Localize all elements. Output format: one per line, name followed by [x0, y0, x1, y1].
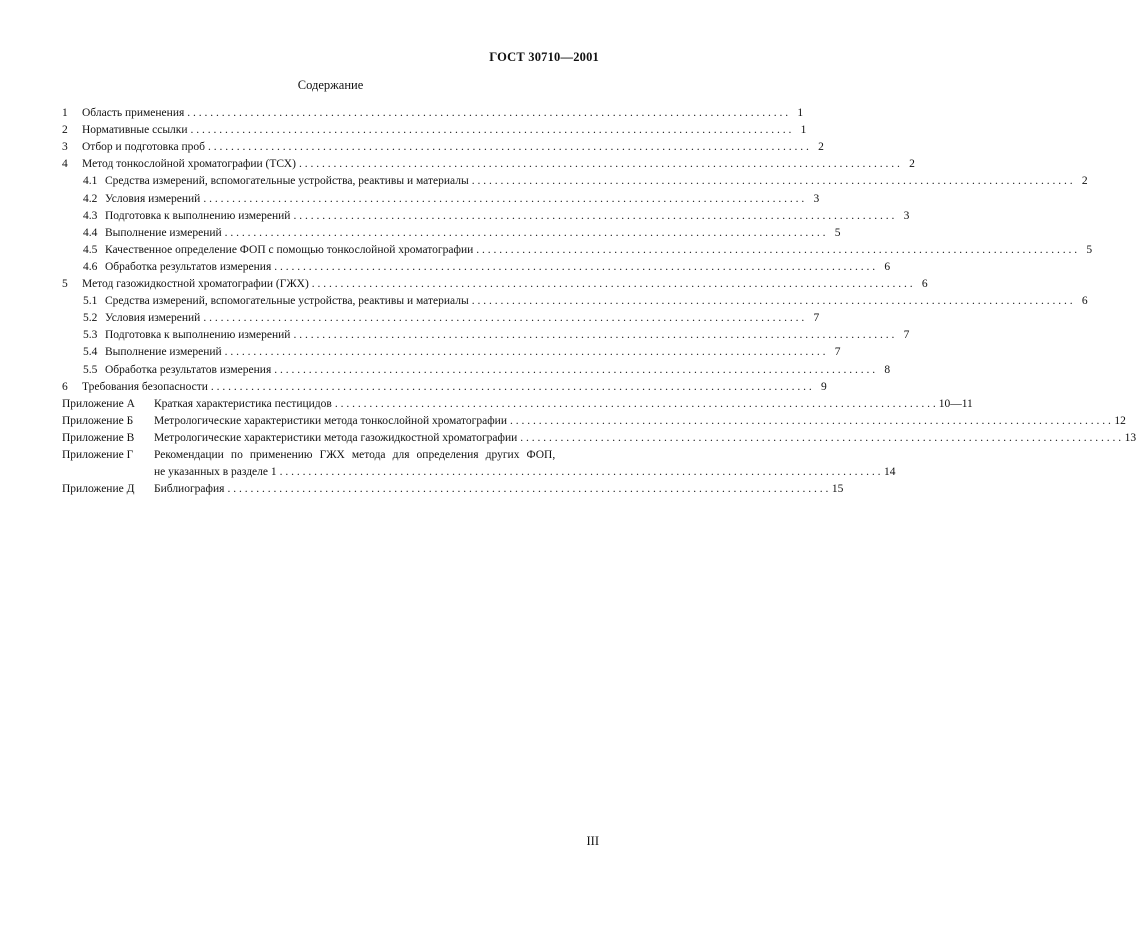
toc-entry-number: 4.5: [83, 243, 98, 256]
toc-entry[interactable]: [62, 290, 1088, 308]
toc-entry-page: 5: [834, 226, 841, 239]
leader-dots: [280, 466, 881, 478]
leader-dots: [225, 346, 826, 358]
leader-dots: [299, 158, 900, 170]
appendix-label: Приложение Г: [62, 448, 134, 461]
toc-entry-appendix[interactable]: [62, 410, 1126, 427]
toc-entry-page: 6: [884, 260, 891, 273]
toc-entry[interactable]: [62, 341, 841, 359]
leader-dots: [208, 141, 809, 153]
toc-entry[interactable]: [62, 324, 910, 342]
toc-entry-page: 1: [797, 107, 804, 120]
toc-entry-number: 4.1: [83, 175, 98, 188]
toc-entry-page: 10—11: [938, 397, 973, 410]
toc-entry-title-cont: не указанных в разделе 1: [154, 466, 277, 479]
leader-dots: [225, 227, 826, 239]
toc-entry-number: 5.5: [83, 363, 98, 376]
toc-entry-page: 9: [821, 380, 827, 393]
toc-entry-page: 6: [1081, 295, 1088, 308]
leader-dots: [203, 312, 804, 324]
appendix-label: Приложение Д: [62, 483, 135, 496]
toc-entry-title: Подготовка к выполнению измерений: [105, 329, 291, 342]
toc-entry-page: 2: [818, 141, 824, 154]
toc-entry-title: Выполнение измерений: [105, 226, 222, 239]
toc-entry-page: 1: [800, 124, 807, 137]
toc-entry-appendix[interactable]: [62, 427, 1136, 444]
toc-entry-appendix[interactable]: [62, 393, 973, 410]
toc-entry-title: Область применения: [82, 107, 185, 120]
toc-entry[interactable]: [62, 205, 910, 222]
appendix-label: Приложение А: [62, 397, 135, 410]
toc-entry-number: 4.2: [83, 192, 98, 205]
leader-dots: [472, 175, 1073, 187]
toc-entry-number: 1: [62, 107, 68, 120]
toc-entry-title: Подготовка к выполнению измерений: [105, 209, 291, 222]
leader-dots: [274, 364, 875, 376]
leader-dots: [312, 278, 913, 290]
toc-entry-title: Метод тонкослойной хроматографии (ТСХ): [82, 158, 296, 171]
toc-entry[interactable]: [62, 376, 827, 393]
toc-entry-title: Рекомендации по применению ГЖХ метода для определения других ФОП,: [154, 448, 556, 461]
toc-entry-page: 15: [831, 483, 844, 496]
leader-dots: [227, 483, 828, 495]
toc-entry-page: 8: [884, 363, 891, 376]
toc-entry-page: 2: [909, 158, 915, 171]
toc-entry-page: 7: [813, 312, 820, 325]
leader-dots: [191, 124, 792, 136]
toc-entry-title: Условия измерений: [105, 312, 201, 325]
toc-entry-page: 2: [1081, 175, 1088, 188]
toc-entry-page: 5: [1086, 243, 1093, 256]
leader-dots: [472, 295, 1073, 307]
toc-entry-title: Обработка результатов измерения: [105, 260, 272, 273]
toc-entry-appendix[interactable]: [62, 478, 844, 496]
toc-entry-title: Требования безопасности: [82, 380, 208, 393]
toc-entry[interactable]: [62, 239, 1093, 256]
toc-entry-number: 5.4: [83, 346, 98, 359]
toc-entry[interactable]: [62, 256, 891, 273]
leader-dots: [293, 329, 894, 341]
toc-entry-number: 4.6: [83, 260, 98, 273]
toc-entry-page: 6: [921, 278, 928, 291]
toc-entry-number: 3: [62, 141, 68, 154]
toc-entry-appendix[interactable]: [62, 444, 599, 461]
toc-entry-page: 3: [813, 192, 820, 205]
toc-entry[interactable]: [62, 358, 891, 376]
toc-entry[interactable]: [62, 102, 804, 120]
appendix-label: Приложение В: [62, 431, 135, 444]
toc-entry-title: Нормативные ссылки: [82, 124, 188, 137]
toc-entry-title: Выполнение измерений: [105, 346, 222, 359]
toc-entry-number: 5.1: [83, 295, 98, 308]
leader-dots: [476, 244, 1077, 256]
toc-entry[interactable]: [62, 153, 915, 171]
toc-entry-page: 7: [903, 329, 910, 342]
toc-entry-number: 6: [62, 380, 68, 393]
toc-entry-number: 5.3: [83, 329, 98, 342]
toc-entry-page: 3: [903, 209, 910, 222]
toc-entry-page: 13: [1124, 431, 1136, 444]
leader-dots: [293, 210, 894, 222]
toc-entry-continuation[interactable]: [62, 461, 896, 479]
toc-entry-number: 5.2: [83, 312, 98, 325]
leader-dots: [510, 415, 1111, 427]
toc-title: Содержание: [297, 78, 364, 92]
toc-entry-title: Библиография: [154, 483, 225, 496]
toc-entry-title: Средства измерений, вспомогательные устройства, реактивы и материалы: [105, 295, 469, 308]
toc-entry-title: Средства измерений, вспомогательные устройства, реактивы и материалы: [105, 175, 469, 188]
leader-dots: [274, 261, 875, 273]
toc-entry-title: Обработка результатов измерения: [105, 363, 272, 376]
toc-entry[interactable]: [62, 307, 820, 325]
toc-entry-page: 7: [834, 346, 841, 359]
toc-entry[interactable]: [62, 187, 820, 205]
toc-entry-page: 12: [1114, 414, 1126, 427]
toc-entry[interactable]: [62, 273, 928, 291]
toc-entry-page: 14: [884, 466, 896, 479]
toc-entry-title: Метод газожидкостной хроматографии (ГЖХ): [82, 278, 309, 291]
appendix-label: Приложение Б: [62, 414, 134, 427]
toc-entry-number: 4: [62, 158, 68, 171]
leader-dots: [520, 432, 1121, 444]
table-of-contents: [62, 102, 1136, 496]
leader-dots: [211, 381, 812, 393]
toc-entry[interactable]: [62, 119, 807, 137]
toc-entry[interactable]: [62, 136, 824, 154]
toc-entry-number: 4.4: [83, 226, 98, 239]
page-number: III: [586, 834, 599, 848]
toc-entry-number: 2: [62, 124, 68, 137]
toc-entry-title: Метрологические характеристики метода тонкослойной хроматографии: [154, 414, 507, 427]
leader-dots: [335, 398, 936, 410]
toc-entry-title: Условия измерений: [105, 192, 201, 205]
toc-entry-title: Качественное определение ФОП с помощью тонкослойной хроматографии: [105, 243, 474, 256]
toc-entry-title: Метрологические характеристики метода газожидкостной хроматографии: [154, 431, 518, 444]
leader-dots: [187, 107, 788, 119]
toc-entry[interactable]: [62, 170, 1088, 188]
toc-entry-title: Краткая характеристика пестицидов: [154, 397, 332, 410]
toc-entry-number: 5: [62, 278, 68, 291]
toc-entry-number: 4.3: [83, 209, 98, 222]
toc-entry-title: Отбор и подготовка проб: [82, 141, 205, 154]
leader-dots: [203, 193, 804, 205]
document-code: ГОСТ 30710—2001: [489, 50, 599, 64]
toc-entry[interactable]: [62, 222, 841, 239]
